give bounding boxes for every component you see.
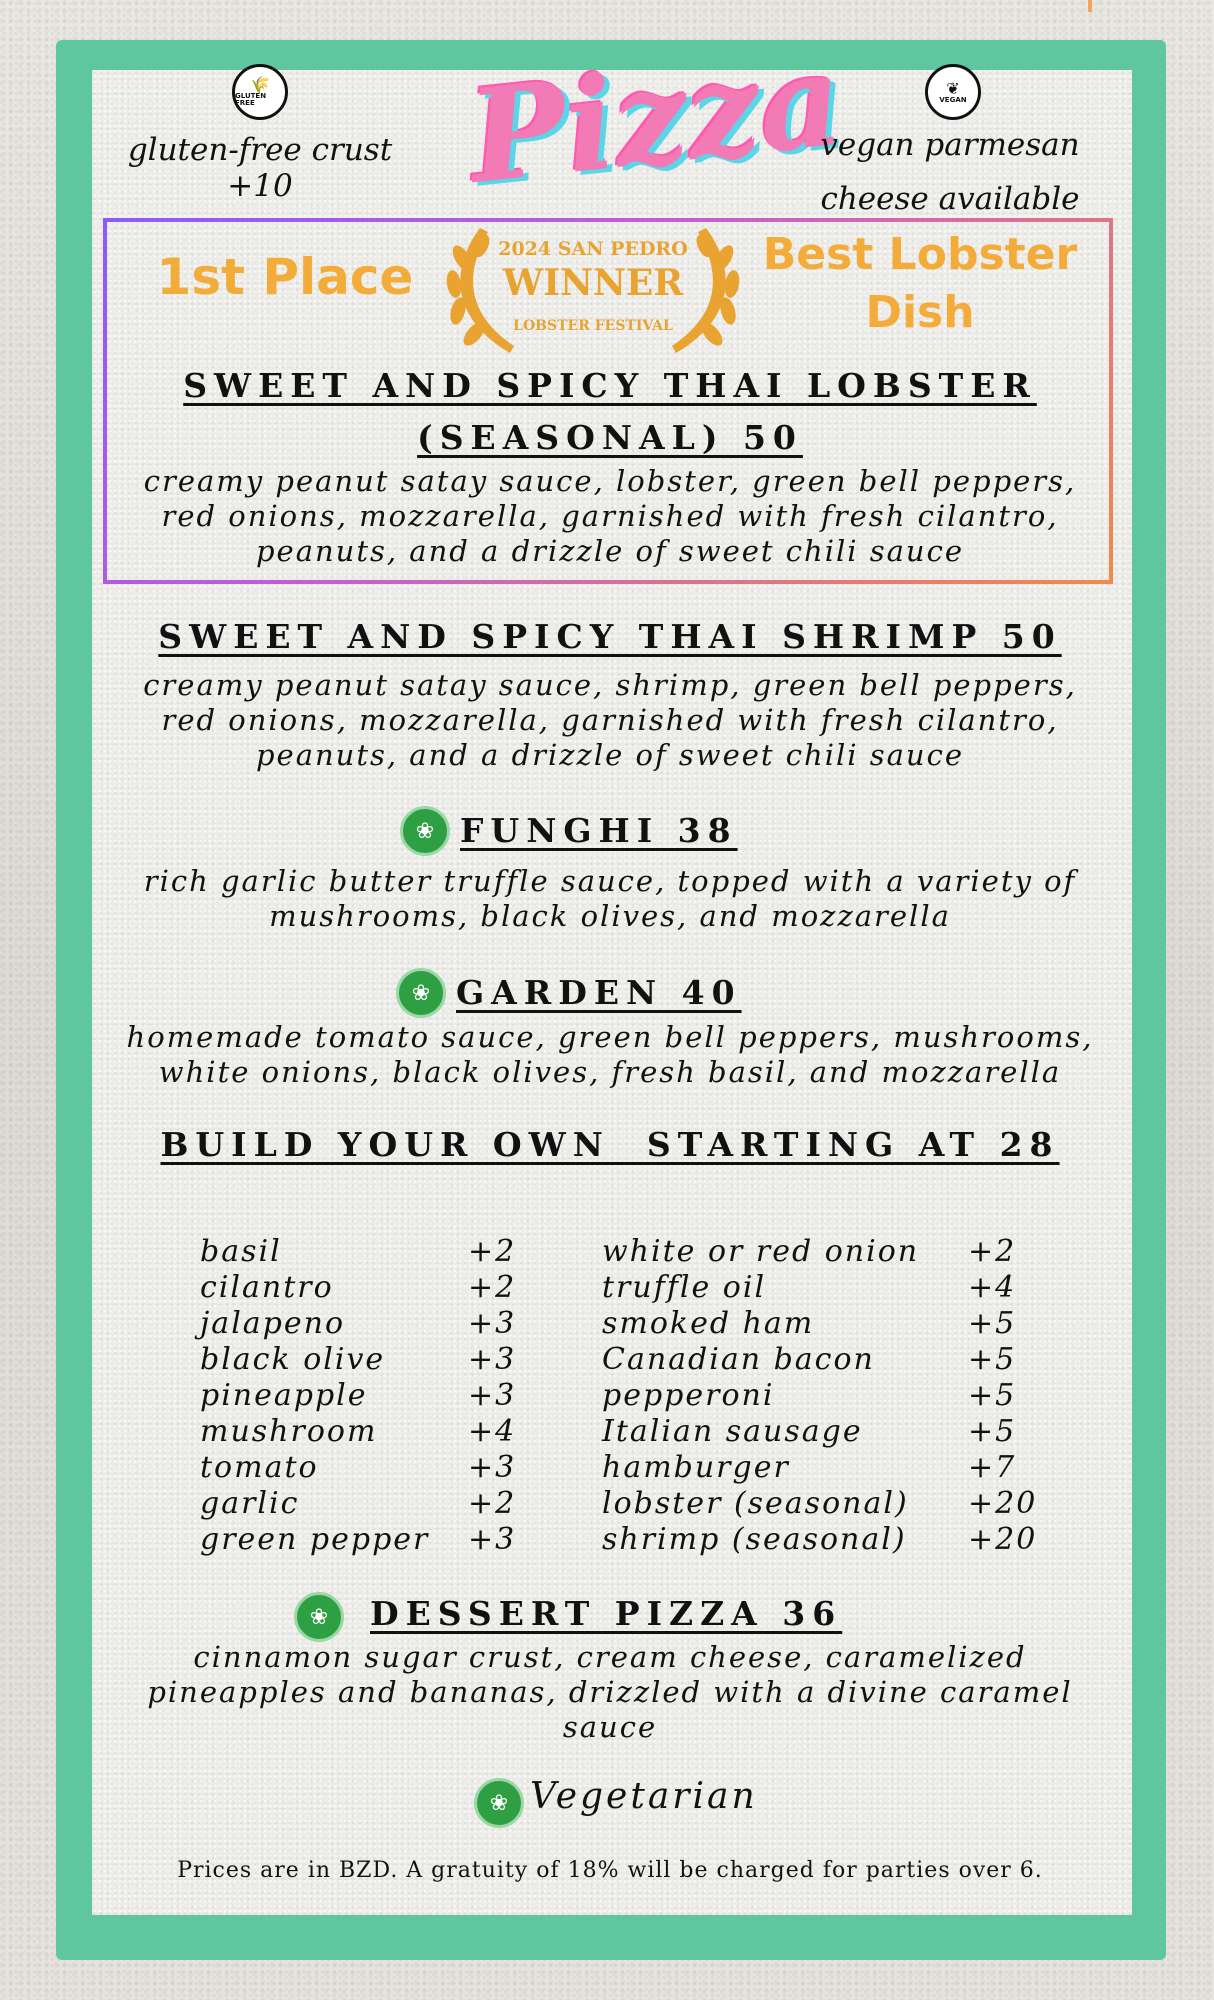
topping-price: +7	[968, 1450, 1017, 1485]
vegetarian-icon: ❀	[474, 1778, 524, 1828]
vegan-icon	[925, 64, 981, 120]
topping-name: cilantro	[200, 1270, 334, 1305]
topping-price: +2	[468, 1234, 517, 1269]
topping-price: +2	[968, 1234, 1017, 1269]
vegan-badge-text: VEGAN	[939, 95, 967, 104]
topping-name: tomato	[200, 1450, 319, 1485]
topping-name: pepperoni	[602, 1378, 775, 1413]
topping-name: pineapple	[200, 1378, 368, 1413]
topping-name: Italian sausage	[602, 1414, 863, 1449]
topping-name: lobster (seasonal)	[602, 1486, 909, 1521]
item-desc-funghi: rich garlic butter truffle sauce, topped with a variety of mushrooms, black olives, and mozzarella	[143, 864, 1077, 933]
topping-name: jalapeno	[200, 1306, 346, 1341]
topping-name: mushroom	[200, 1414, 378, 1449]
topping-name: hamburger	[602, 1450, 790, 1485]
topping-price: +3	[468, 1342, 517, 1377]
item-title-thai-shrimp: SWEET AND SPICY THAI SHRIMP 50	[158, 617, 1062, 656]
award-festival-text: LOBSTER FESTIVAL	[513, 318, 673, 334]
topping-price: +2	[468, 1270, 517, 1305]
item-desc-thai-shrimp: creamy peanut satay sauce, shrimp, green bell peppers, red onions, mozzarella, garnished with fresh cilantro, peanuts, and a drizzle of sweet chili sauce	[143, 668, 1077, 772]
award-winner-text: WINNER	[502, 262, 684, 304]
gluten-free-note: gluten-free crust +10	[127, 132, 393, 204]
topping-name: shrimp (seasonal)	[602, 1522, 907, 1557]
topping-price: +3	[468, 1378, 517, 1413]
vegetarian-icon: ❀	[400, 806, 450, 856]
topping-name: smoked ham	[602, 1306, 815, 1341]
topping-name: green pepper	[200, 1522, 430, 1557]
topping-price: +3	[468, 1450, 517, 1485]
topping-price: +2	[468, 1486, 517, 1521]
top-accent-line	[1088, 0, 1092, 12]
topping-price: +5	[968, 1342, 1017, 1377]
item-title-funghi: FUNGHI 38	[460, 811, 738, 850]
item-desc-thai-lobster: creamy peanut satay sauce, lobster, green bell peppers, red onions, mozzarella, garnished with fresh cilantro, peanuts, and a drizzle of sweet chili sauce	[143, 464, 1077, 568]
pizza-logo: Pizza	[462, 24, 850, 213]
vegetarian-legend-label: Vegetarian	[530, 1776, 758, 1817]
vegan-note: vegan parmesan cheese available	[820, 127, 1080, 217]
topping-name: Canadian bacon	[602, 1342, 875, 1377]
best-lobster-dish-label: Best Lobster Dish	[762, 229, 1078, 338]
topping-price: +5	[968, 1306, 1017, 1341]
topping-price: +20	[968, 1486, 1038, 1521]
wheat-icon: 🌾	[250, 75, 270, 94]
first-place-label: 1st Place	[156, 248, 414, 306]
award-year-text: 2024 SAN PEDRO	[498, 238, 688, 260]
topping-price: +4	[968, 1270, 1017, 1305]
vegetarian-icon: ❀	[294, 1592, 344, 1642]
topping-price: +4	[468, 1414, 517, 1449]
item-title-garden: GARDEN 40	[456, 973, 742, 1012]
leaf-icon: ❦	[946, 78, 960, 98]
topping-price: +20	[968, 1522, 1038, 1557]
gluten-free-icon	[232, 64, 288, 120]
item-desc-dessert-pizza: cinnamon sugar crust, cream cheese, caramelized pineapples and bananas, drizzled with a divine caramel sauce	[147, 1640, 1073, 1744]
topping-name: garlic	[200, 1486, 300, 1521]
topping-name: white or red onion	[602, 1234, 920, 1269]
item-title-dessert-pizza: DESSERT PIZZA 36	[370, 1594, 843, 1633]
topping-name: truffle oil	[602, 1270, 767, 1305]
gluten-free-badge-text: GLUTEN FREE	[235, 92, 267, 107]
topping-price: +3	[468, 1306, 517, 1341]
topping-price: +5	[968, 1378, 1017, 1413]
vegetarian-icon: ❀	[396, 968, 446, 1018]
topping-price: +5	[968, 1414, 1017, 1449]
item-title-build-your-own: BUILD YOUR OWN STARTING AT 28	[160, 1125, 1060, 1164]
item-title-thai-lobster: SWEET AND SPICY THAI LOBSTER (SEASONAL) 50	[183, 366, 1037, 457]
item-desc-garden: homemade tomato sauce, green bell peppers, mushrooms, white onions, black olives, fresh basil, and mozzarella	[126, 1020, 1094, 1089]
topping-name: black olive	[200, 1342, 386, 1377]
footer-note: Prices are in BZD. A gratuity of 18% will be charged for parties over 6.	[177, 1858, 1043, 1883]
topping-name: basil	[200, 1234, 282, 1269]
topping-price: +3	[468, 1522, 517, 1557]
